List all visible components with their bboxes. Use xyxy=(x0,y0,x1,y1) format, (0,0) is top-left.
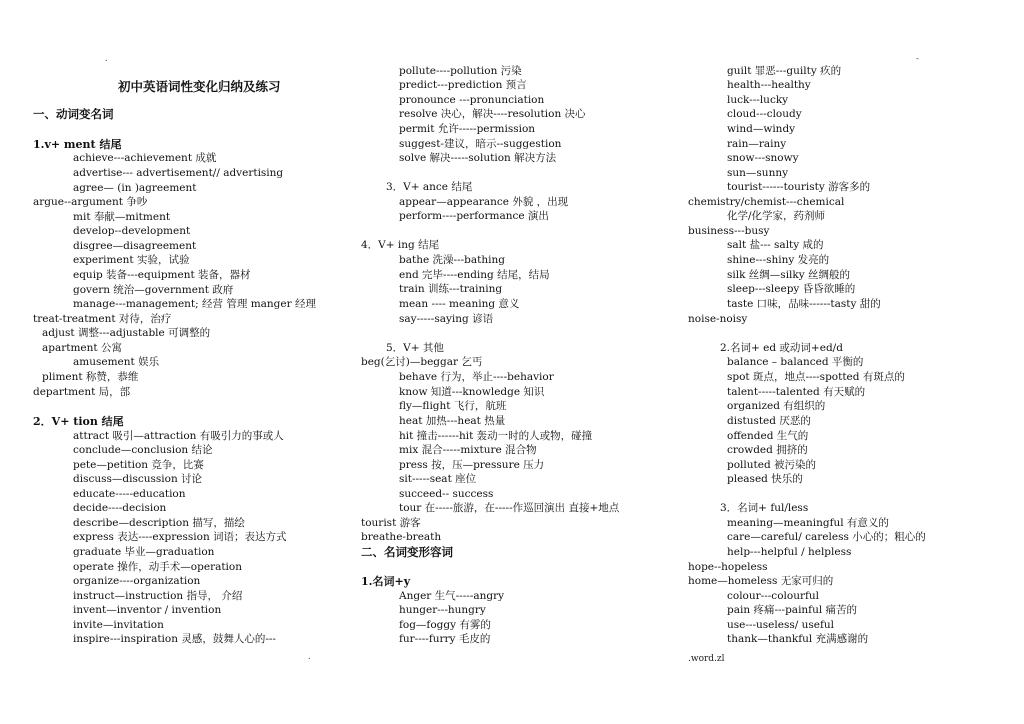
vocab-line: invite—invitation xyxy=(73,619,164,631)
vocab-line: 5．V+ 其他 xyxy=(386,342,444,354)
vocab-line: operate 操作，动手术—operation xyxy=(73,561,243,573)
vocab-line: solve 解决-----solution 解决方法 xyxy=(399,152,557,164)
vocab-line: wind—windy xyxy=(727,123,796,135)
vocab-line: beg(乞讨)—beggar 乞丐 xyxy=(361,356,483,368)
vocab-line: press 按，压—pressure 压力 xyxy=(399,459,545,471)
vocab-line: pain 疼痛---painful 痛苦的 xyxy=(727,604,858,616)
vocab-line: thank—thankful 充满感谢的 xyxy=(727,633,869,645)
vocab-line: mix 混合-----mixture 混合物 xyxy=(399,444,537,456)
vocab-line: hit 撞击------hit 轰动一时的人或物，碰撞 xyxy=(399,430,593,442)
vocab-line: instruct—instruction 指导， 介绍 xyxy=(73,590,243,602)
subsection-heading: 1.名词+y xyxy=(361,575,411,588)
vocab-line: train 训练---training xyxy=(399,283,503,295)
vocab-line: disgree—disagreement xyxy=(73,240,197,252)
vocab-line: heat 加热---heat 热量 xyxy=(399,415,506,427)
vocab-line: develop--development xyxy=(73,225,191,237)
vocab-line: department 局，部 xyxy=(33,386,131,398)
vocab-line: fur----furry 毛皮的 xyxy=(399,633,491,645)
vocab-line: predict---prediction 预言 xyxy=(399,79,527,91)
vocab-line: discuss—discussion 讨论 xyxy=(73,473,203,485)
top-left-mark: . xyxy=(105,54,108,63)
vocab-line: hope--hopeless xyxy=(688,561,768,573)
vocab-line: tour 在-----旅游，在-----作巡回演出 直接+地点 xyxy=(399,502,620,514)
vocab-line: health---healthy xyxy=(727,79,811,91)
vocab-line: balance – balanced 平衡的 xyxy=(727,356,864,368)
vocab-line: colour---colourful xyxy=(727,590,819,602)
vocab-line: appear—appearance 外貌 ，出现 xyxy=(399,196,569,208)
vocab-line: silk 丝绸—silky 丝绸般的 xyxy=(727,269,851,281)
vocab-line: guilt 罪恶---guilty 疚的 xyxy=(727,65,842,77)
vocab-line: equip 装备---equipment 装备，器材 xyxy=(73,269,251,281)
vocab-line: offended 生气的 xyxy=(727,430,809,442)
vocab-line: salt 盐--- salty 咸的 xyxy=(727,239,824,251)
vocab-line: advertise--- advertisement// advertising xyxy=(73,167,284,179)
bottom-mark: . xyxy=(308,652,311,661)
vocab-line: breathe-breath xyxy=(361,531,442,543)
vocab-line: organized 有组织的 xyxy=(727,400,826,412)
vocab-line: succeed-- success xyxy=(399,488,494,500)
vocab-line: care—careful/ careless 小心的；粗心的 xyxy=(727,531,926,543)
vocab-line: inspire---inspiration 灵感，鼓舞人心的--- xyxy=(73,633,276,645)
vocab-line: decide----decision xyxy=(73,502,167,514)
subsection-heading: 1.v+ ment 结尾 xyxy=(33,138,122,151)
vocab-line: cloud---cloudy xyxy=(727,108,802,120)
page-footer: .word.zl xyxy=(688,654,725,664)
vocab-line: invent—inventor / invention xyxy=(73,604,222,616)
vocab-line: tourist 游客 xyxy=(361,517,421,529)
vocab-line: mean ---- meaning 意义 xyxy=(399,298,520,310)
vocab-line: educate-----education xyxy=(73,488,186,500)
top-right-mark: - xyxy=(916,54,919,63)
vocab-line: conclude—conclusion 结论 xyxy=(73,444,213,456)
document-title: 初中英语词性变化归纳及练习 xyxy=(118,79,281,94)
vocab-line: noise-noisy xyxy=(688,313,748,325)
vocab-line: sit-----seat 座位 xyxy=(399,473,477,485)
vocab-line: 2.名词+ ed 或动词+ed/d xyxy=(720,342,843,354)
section-heading: 一、动词变名词 xyxy=(33,107,114,121)
vocab-line: use---useless/ useful xyxy=(727,619,834,631)
section-heading: 二、名词变形容词 xyxy=(361,545,453,559)
vocab-line: talent-----talented 有天赋的 xyxy=(727,386,866,398)
vocab-line: govern 统治—government 政府 xyxy=(73,284,234,296)
vocab-line: chemistry/chemist---chemical xyxy=(688,196,845,208)
vocab-line: pronounce ---pronunciation xyxy=(399,94,545,106)
vocab-line: organize----organization xyxy=(73,575,201,587)
vocab-line: 4．V+ ing 结尾 xyxy=(361,239,440,251)
vocab-line: pliment 称赞，恭维 xyxy=(42,371,139,383)
vocab-line: permit 允许-----permission xyxy=(399,123,536,135)
vocab-line: manage---management; 经营 管理 manger 经理 xyxy=(73,298,316,310)
vocab-line: distusted 厌恶的 xyxy=(727,415,811,427)
vocab-line: fog—foggy 有雾的 xyxy=(399,619,491,631)
vocab-line: suggest-建议，暗示--suggestion xyxy=(399,138,562,150)
vocab-line: say-----saying 谚语 xyxy=(399,313,494,325)
vocab-line: pete—petition 竞争，比赛 xyxy=(73,459,204,471)
vocab-line: know 知道---knowledge 知识 xyxy=(399,386,545,398)
vocab-line: luck---lucky xyxy=(727,94,789,106)
vocab-line: adjust 调整---adjustable 可调整的 xyxy=(42,327,211,339)
vocab-line: help---helpful / helpless xyxy=(727,546,852,558)
vocab-line: Anger 生气-----angry xyxy=(399,590,505,602)
vocab-line: tourist------touristy 游客多的 xyxy=(727,181,871,193)
vocab-line: end 完毕----ending 结尾，结局 xyxy=(399,269,550,281)
vocab-line: sleep---sleepy 昏昏欲睡的 xyxy=(727,283,856,295)
vocab-line: argue--argument 争吵 xyxy=(33,196,148,208)
vocab-line: polluted 被污染的 xyxy=(727,459,817,471)
vocab-line: taste 口味，品味------tasty 甜的 xyxy=(727,298,881,310)
vocab-line: perform----performance 演出 xyxy=(399,210,549,222)
vocab-line: bathe 洗澡---bathing xyxy=(399,254,505,266)
vocab-line: describe—description 描写，描绘 xyxy=(73,517,245,529)
vocab-line: spot 斑点，地点----spotted 有斑点的 xyxy=(727,371,905,383)
vocab-line: fly—flight 飞行，航班 xyxy=(399,400,507,412)
vocab-line: resolve 决心，解决----resolution 决心 xyxy=(399,108,586,120)
vocab-line: business---busy xyxy=(688,225,770,237)
vocab-line: meaning—meaningful 有意义的 xyxy=(727,517,889,529)
vocab-line: treat-treatment 对待，治疗 xyxy=(33,313,172,325)
vocab-line: 化学/化学家，药剂师 xyxy=(727,210,826,222)
vocab-line: graduate 毕业—graduation xyxy=(73,546,215,558)
vocab-line: achieve---achievement 成就 xyxy=(73,152,217,164)
subsection-heading: 2．V+ tion 结尾 xyxy=(33,415,124,428)
vocab-line: behave 行为，举止----behavior xyxy=(399,371,554,383)
vocab-line: apartment 公寓 xyxy=(42,342,122,354)
vocab-line: sun—sunny xyxy=(727,167,789,179)
vocab-line: snow---snowy xyxy=(727,152,799,164)
vocab-line: 3．名词+ ful/less xyxy=(720,502,809,514)
vocab-line: crowded 拥挤的 xyxy=(727,444,808,456)
vocab-line: express 表达----expression 词语；表达方式 xyxy=(73,531,287,543)
vocab-line: home—homeless 无家可归的 xyxy=(688,575,834,587)
vocab-line: attract 吸引—attraction 有吸引力的事或人 xyxy=(73,430,284,442)
vocab-line: shine---shiny 发亮的 xyxy=(727,254,830,266)
vocab-line: 3．V+ ance 结尾 xyxy=(386,181,473,193)
vocab-line: pollute----pollution 污染 xyxy=(399,65,522,77)
vocab-line: experiment 实验，试验 xyxy=(73,254,190,266)
vocab-line: rain—rainy xyxy=(727,138,787,150)
vocab-line: agree— (in )agreement xyxy=(73,182,197,194)
vocab-line: mit 奉献—mitment xyxy=(73,211,171,223)
vocab-line: hunger---hungry xyxy=(399,604,486,616)
vocab-line: amusement 娱乐 xyxy=(73,356,160,368)
vocab-line: pleased 快乐的 xyxy=(727,473,803,485)
